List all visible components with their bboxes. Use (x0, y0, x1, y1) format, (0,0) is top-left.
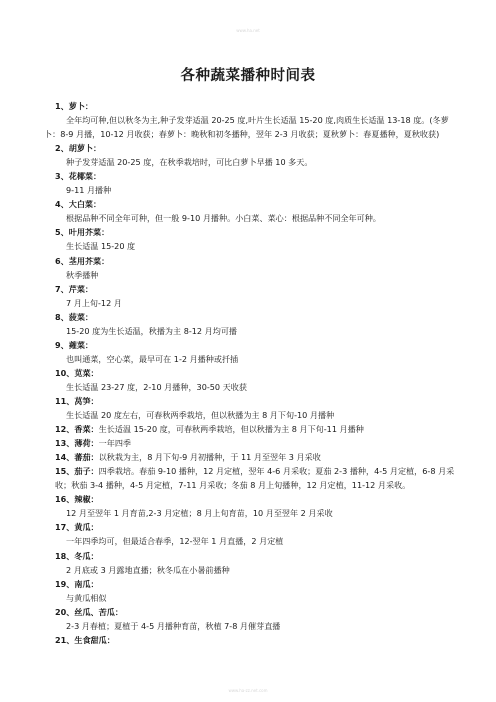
item-text: 一年四季 (98, 438, 132, 449)
item-heading: 7、芹菜： (55, 283, 94, 294)
item-text: 7 月上旬-12 月 (66, 297, 122, 308)
item-heading: 20、丝瓜、苦瓜： (55, 606, 123, 617)
document-body (44, 99, 462, 647)
item-text: 秋季播种 (66, 269, 99, 280)
item-text: 四季栽培。春茄 9-10 播种，12 月定植，翌年 4-6 月采收；夏茄 2-3 播种，4-5 月定植，6-8 月采收；秋茄 3-4 播种，4-5 月定植，7-11 月采收；冬茄 8 月上旬播种，12 月定植，11-12 月采收。 (55, 466, 455, 491)
item-heading: 6、茎用芥菜： (55, 255, 110, 266)
item-heading: 12、香菜： (55, 424, 99, 435)
inline-item (44, 422, 462, 436)
inline-item (44, 464, 462, 492)
item-text: 一年四季均可，但最适合春季，12-翌年 1 月直播，2 月定植 (66, 536, 284, 547)
item-heading: 16、辣椒： (55, 494, 99, 505)
item-text: 生长适温 15-20 度 (66, 241, 136, 252)
item-heading: 19、南瓜： (55, 578, 99, 589)
item-heading: 13、薄荷： (55, 438, 99, 449)
item-text: 生长适温 15-20 度，可春秋两季栽培，但以秋播为主 8 月下旬-11 月播种 (98, 424, 364, 435)
item-text: 根据品种不同全年可种，但一般 9-10 月播种。小白菜、菜心：根据品种不同全年可种。 (66, 213, 381, 224)
item-text: 2 月底或 3 月露地直播；秋冬瓜在小暑前播种 (66, 564, 230, 575)
item-heading: 8、菠菜： (55, 311, 94, 322)
item-text: 生长适温 23-27 度，2-10 月播种，30-50 天收获 (66, 381, 247, 392)
item-text: 以秋栽为主，8 月下旬-9 月初播种，于 11 月至翌年 3 月采收 (98, 452, 321, 463)
item-heading: 11、莴笋： (55, 395, 99, 406)
page-title: 各种蔬菜播种时间表 (180, 68, 316, 84)
item-text: 9-11 月播种 (66, 185, 112, 196)
item-heading: 5、叶用芥菜： (55, 227, 110, 238)
item-heading: 9、蕹菜： (55, 339, 94, 350)
item-heading: 15、茄子： (55, 466, 99, 477)
item-text: 生长适温 20 度左右，可春秋两季栽培，但以秋播为主 8 月下旬-10 月播种 (66, 410, 335, 421)
watermark-bottom: www.ha-zz.net.com (228, 688, 268, 693)
item-heading: 3、花椰菜： (55, 171, 102, 182)
item-text: 2-3 月春植；夏植于 4-5 月播种育苗，秋植 7-8 月催芽直播 (66, 620, 281, 631)
item-heading: 2、胡萝卜： (55, 143, 102, 154)
inline-item (44, 450, 462, 464)
item-text: 与黄瓜相似 (66, 592, 107, 603)
item-heading: 14、蕃茄： (55, 452, 99, 463)
item-heading: 21、生食甜瓜： (55, 634, 115, 645)
item-text: 全年均可种,但以秋冬为主,种子发芽适温 20-25 度,叶片生长适温 15-20 度,肉质生长适温 13-18 度。(冬萝卜：8-9 月播，10-12 月收获；春萝卜：晚秋和初冬播种，翌年 2-3 月收获；夏秋萝卜：春夏播种，夏秋收获) (44, 115, 449, 140)
item-heading: 18、冬瓜： (55, 550, 99, 561)
item-heading: 4、大白菜： (55, 199, 102, 210)
item-text: 12 月至翌年 1 月育苗,2-3 月定植；8 月上旬育苗，10 月至翌年 2 月采收 (66, 508, 333, 519)
item-text: 种子发芽适温 20-25 度，在秋季栽培时，可比白萝卜早播 10 多天。 (66, 157, 313, 168)
item-heading: 10、苋菜： (55, 367, 99, 378)
inline-item (44, 436, 462, 450)
item-heading: 1、萝卜： (55, 101, 94, 111)
item-text: 15-20 度为生长适温，秋播为主 8-12 月均可播 (66, 325, 238, 336)
item-text: 也叫通菜，空心菜，最早可在 1-2 月播种或扦插 (66, 353, 239, 364)
item-heading: 17、黄瓜： (55, 522, 99, 533)
watermark-top: www.ha.net (236, 28, 260, 33)
